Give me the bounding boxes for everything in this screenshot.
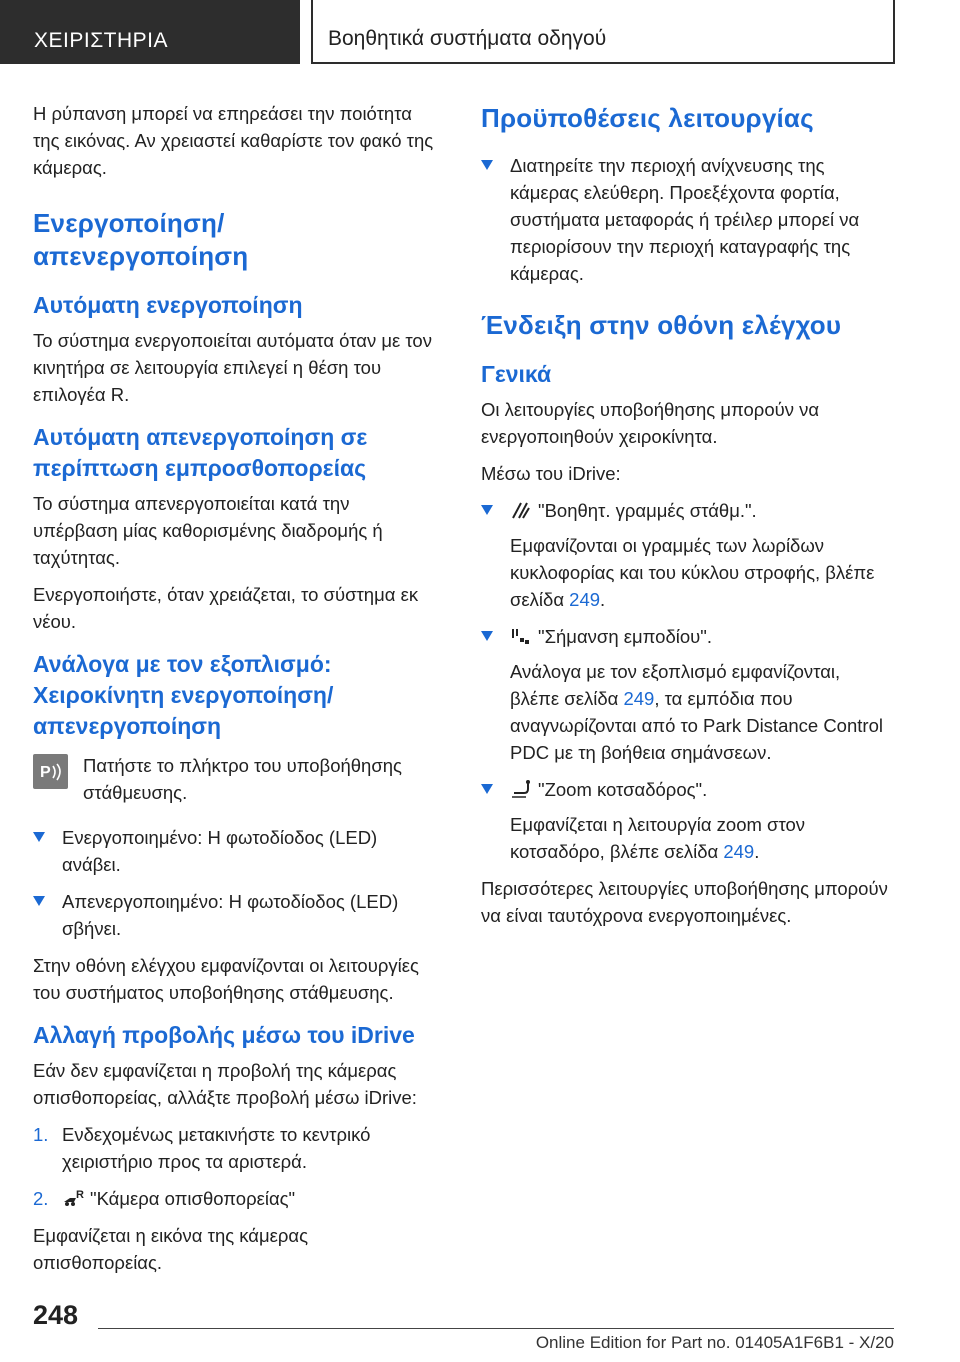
more-functions-paragraph: Περισσότερες λειτουργίες υποβοήθησης μπορούν να είναι ταυτόχρονα ενεργοποιημένες. xyxy=(481,878,888,926)
svg-text:R: R xyxy=(76,1189,84,1201)
triangle-bullet-icon xyxy=(33,896,45,906)
rear-camera-icon xyxy=(62,1188,84,1208)
heading-view-change: Αλλαγή προβολής μέσω του iDrive xyxy=(33,1022,415,1048)
heading-activation: Ενεργοποίηση/απενεργοποίηση xyxy=(33,208,249,271)
step-item xyxy=(33,1121,437,1175)
item-label: "Zoom κοτσαδόρος". xyxy=(538,779,708,800)
section-header xyxy=(0,0,300,64)
item-description-end: . xyxy=(754,841,760,862)
heading-general: Γενικά xyxy=(481,361,552,387)
step-item xyxy=(33,1185,437,1212)
bullet-text: Απενεργοποιημένο: Η φωτοδίοδος (LED) σβήνει. xyxy=(62,891,399,939)
edition-text: Online Edition for Part no. 01405A1F6B1 - X/20 xyxy=(535,1333,894,1352)
item-description: Εμφανίζεται η λειτουργία zoom στον κοτσαδόρο, βλέπε σελίδα xyxy=(510,814,806,862)
section-title: ΧΕΙΡΙΣΤΗΡΙΑ xyxy=(34,29,169,52)
page-number: 248 xyxy=(33,1300,79,1330)
right-column xyxy=(481,100,893,939)
triangle-bullet-icon xyxy=(481,160,493,170)
heading-requirements: Προϋποθέσεις λειτουργίας xyxy=(481,103,814,133)
step-text: "Κάμερα οπισθοπορείας" xyxy=(90,1188,296,1209)
bullet-text: Ενεργοποιημένο: Η φωτοδίοδος (LED) ανάβει. xyxy=(62,827,378,875)
triangle-bullet-icon xyxy=(33,832,45,842)
step-number: 2. xyxy=(33,1188,49,1209)
item-description: Ανάλογα με τον εξοπλισμό εμφανίζονται, βλέπε σελίδα xyxy=(510,661,841,709)
view-change-paragraph: Εάν δεν εμφανίζεται η προβολή της κάμερας οπισθοπορείας, αλλάξτε προβολή μέσω iDrive: xyxy=(33,1060,417,1108)
page-reference-link[interactable]: 249 xyxy=(569,589,601,610)
auto-on-paragraph: Το σύστημα ενεργοποιείται αυτόματα όταν με τον κινητήρα σε λειτουργία επιλεγεί η θέση του επιλογέα R. xyxy=(33,330,432,405)
press-button-text: Πατήστε το πλήκτρο του υποβοήθησης στάθμευσης. xyxy=(83,755,402,803)
auto-off-reactivate: Ενεργοποιήστε, όταν χρειάζεται, το σύστημα εκ νέου. xyxy=(33,584,419,632)
item-label: "Βοηθητ. γραμμές στάθμ.". xyxy=(538,500,757,521)
list-item xyxy=(481,623,893,766)
page-reference-link[interactable]: 249 xyxy=(723,841,755,862)
guide-lines-icon xyxy=(510,500,532,520)
chapter-title: Βοηθητικά συστήματα οδηγού xyxy=(328,27,607,50)
list-item xyxy=(481,152,893,287)
item-label: "Σήμανση εμποδίου". xyxy=(538,626,712,647)
step-number: 1. xyxy=(33,1124,49,1145)
triangle-bullet-icon xyxy=(481,631,493,641)
general-paragraph: Οι λειτουργίες υποβοήθησης μπορούν να ενεργοποιηθούν χειροκίνητα. xyxy=(481,399,820,447)
footer-divider xyxy=(98,1328,894,1329)
obstacle-marking-icon xyxy=(510,626,532,646)
result-paragraph: Εμφανίζεται η εικόνα της κάμερας οπισθοπορείας. xyxy=(33,1225,309,1273)
svg-text:P: P xyxy=(40,764,51,781)
list-item xyxy=(481,776,893,865)
item-description: Εμφανίζονται οι γραμμές των λωρίδων κυκλοφορίας και του κύκλου στροφής, βλέπε σελίδα xyxy=(510,535,875,610)
list-item xyxy=(481,497,893,613)
left-column xyxy=(33,100,437,1286)
heading-auto-off: Αυτόματη απενεργοποίηση σε περίπτωση εμπροσθοπορείας xyxy=(33,424,368,481)
triangle-bullet-icon xyxy=(481,505,493,515)
heading-display: Ένδειξη στην οθόνη ελέγχου xyxy=(481,310,842,340)
triangle-bullet-icon xyxy=(481,784,493,794)
auto-off-paragraph: Το σύστημα απενεργοποιείται κατά την υπέρβαση μίας καθορισμένης διαδρομής ή ταχύτητας. xyxy=(33,493,383,568)
via-idrive-text: Μέσω του iDrive: xyxy=(481,463,621,484)
chapter-tab xyxy=(311,0,895,64)
item-description-end: . xyxy=(600,589,606,610)
display-paragraph: Στην οθόνη ελέγχου εμφανίζονται οι λειτουργίες του συστήματος υποβοήθησης στάθμευσης. xyxy=(33,955,419,1003)
parking-button-row xyxy=(33,752,437,806)
step-text: Ενδεχομένως μετακινήστε το κεντρικό χειριστήριο προς τα αριστερά. xyxy=(62,1124,371,1172)
heading-manual: Ανάλογα με τον εξοπλισμό: Χειροκίνητη ενεργοποίηση/ απενεργοποίηση xyxy=(33,651,334,739)
item-description-end: , τα εμπόδια που αναγνωρίζονται από το Park Distance Control PDC με τη βοήθεια σημάνσεων. xyxy=(510,688,883,763)
bullet-text: Διατηρείτε την περιοχή ανίχνευσης της κάμερας ελεύθερη. Προεξέχοντα φορτία, συστήματα μεταφοράς ή τρέιλερ μπορεί να περιορίσουν την περιοχή καταγραφής της κάμερας. xyxy=(510,155,860,284)
list-item xyxy=(33,824,437,878)
intro-paragraph: Η ρύπανση μπορεί να επηρεάσει την ποιότητα της εικόνας. Αν χρειαστεί καθαρίστε τον φακό της κάμερας. xyxy=(33,103,434,178)
heading-auto-on: Αυτόματη ενεργοποίηση xyxy=(33,292,303,318)
trailer-hitch-zoom-icon xyxy=(510,779,532,799)
parking-assist-button-icon xyxy=(33,754,68,789)
page-reference-link[interactable]: 249 xyxy=(623,688,655,709)
list-item xyxy=(33,888,437,942)
